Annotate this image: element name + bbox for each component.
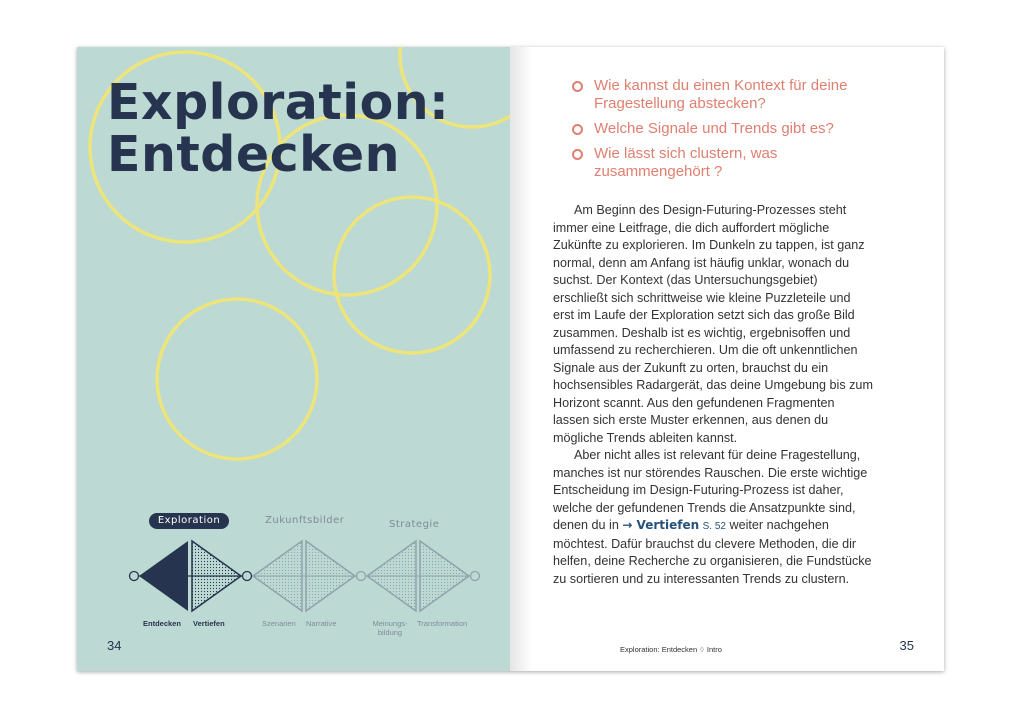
process-diagram [77,47,510,671]
question-text: Wie lässt sich clustern, was zusammengehört ? [594,145,778,180]
paragraph-2 [553,447,873,588]
page-number-right: 35 [899,638,914,653]
cross-reference-link[interactable]: → Vertiefen [622,518,700,532]
cross-reference-page: S. 52 [702,521,726,532]
question-item [572,120,892,138]
page-number-left: 34 [107,638,122,653]
paragraph-2-end: weiter nachgehen möchtest. Dafür brauchst du clevere Methoden, die dir helfen, deine Recherche zu organisieren, die Fundstücke zu sortieren und zu interessanten Trends zu clustern. [553,518,872,586]
node-3 [357,572,366,581]
triangle-transformation [420,541,469,611]
node-4 [471,572,480,581]
node-1 [130,572,139,581]
left-page [77,47,510,671]
footer-chapter: Intro [706,645,722,654]
sub-label-transformation: Transformation [417,619,468,628]
bullet-circle-icon [572,149,583,160]
triangle-meinungsbildung [367,541,416,611]
book-spread [77,47,944,671]
sub-label-meinungsbildung: Meinungs- bildung [372,619,408,637]
running-footer [620,645,722,654]
paragraph-2-start: Aber nicht alles ist relevant für deine Fragestellung, manches ist nur störendes Rauschen. Die erste wichtige Entscheidung im Design-Futuring-Prozess ist daher, welche der gefundenen Trends die Ansatzpunkte sind, denen du in [553,448,868,532]
sub-label-szenarien: Szenarien [262,619,296,628]
paragraph-1: Am Beginn des Design-Futuring-Prozesses steht immer eine Leitfrage, die dich auffordert mögliche Zukünfte zu explorieren. Im Dunkeln zu tappen, ist ganz normal, denn am Anfang ist häufig unklar, wonach du suchst. Der Kontext (das Untersuchungsgebiet) erschließt sich schrittweise wie kleine Puzzleteile und erst im Laufe der Exploration setzt sich das große Bild zusammen. Deshalb ist es wichtig, ergebnisoffen und umfassend zu recherchieren. Um die oft unkenntlichen Signale aus der Zukunft zu orten, brauchst du ein hochsensibles Radargerät, das deine Umgebung bis zum Horizont scannt. Aus den gefundenen Fragmenten lassen sich erste Muster erkennen, aus denen du mögliche Trends ableiten kannst. [553,203,873,445]
question-text: Wie kannst du einen Kontext für deine Fragestellung abstecken? [594,77,848,112]
phase-label-strategie: Strategie [389,519,440,530]
triangle-entdecken [139,541,188,611]
footer-separator-icon: ◊ [700,645,704,654]
bullet-circle-icon [572,81,583,92]
sub-label-entdecken: Entdecken [143,619,181,628]
phase-label-exploration: Exploration [149,513,229,529]
footer-section: Exploration: Entdecken [620,645,698,654]
question-list [572,77,892,188]
node-2 [243,572,252,581]
right-page [510,47,944,671]
bullet-circle-icon [572,124,583,135]
body-text [553,202,873,588]
question-item [572,145,892,181]
gutter-shadow [510,47,532,671]
triangle-szenarien [253,541,302,611]
question-text: Welche Signale und Trends gibt es? [594,120,834,137]
triangle-narrative [306,541,355,611]
question-item [572,77,892,113]
title-line-2: Entdecken [107,126,401,183]
sub-label-vertiefen: Vertiefen [193,619,225,628]
title-line-1: Exploration: [107,74,450,131]
triangle-vertiefen [192,541,241,611]
sub-label-narrative: Narrative [306,619,337,628]
phase-label-zukunftsbilder: Zukunftsbilder [265,515,345,526]
